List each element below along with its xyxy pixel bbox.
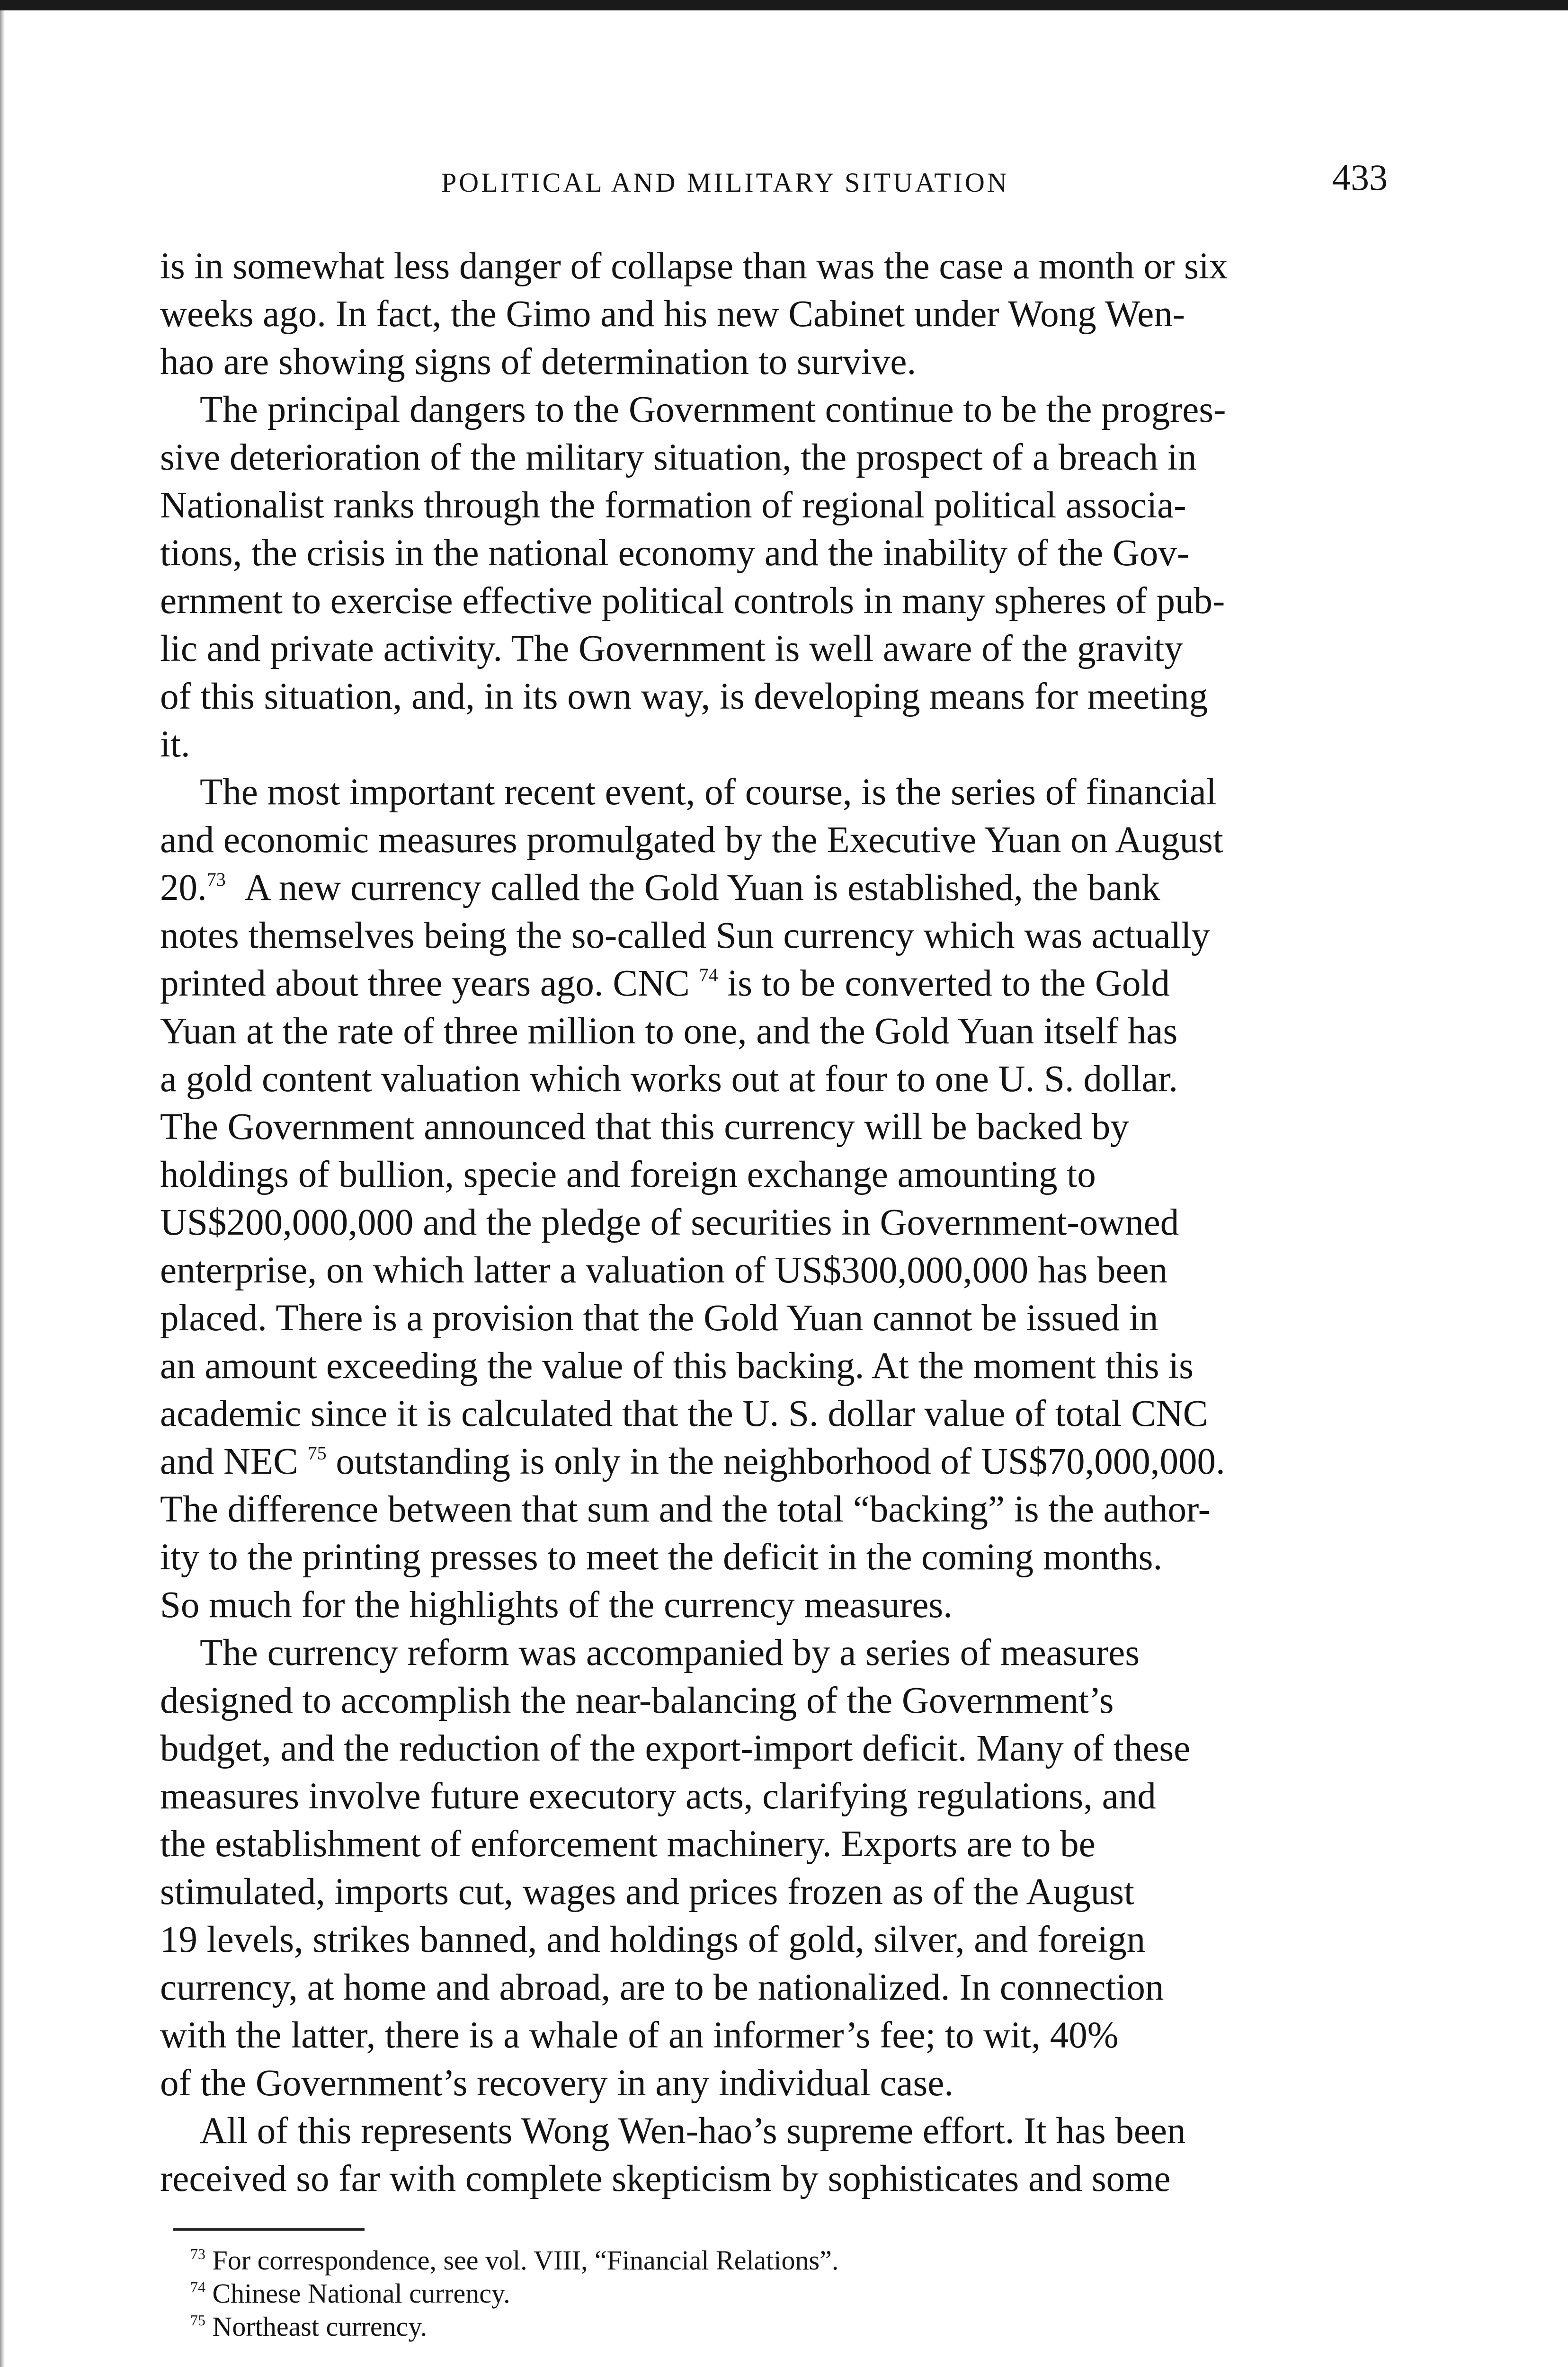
line-text: outstanding is only in the neighborhood of US$70,000,000.: [336, 1441, 1225, 1482]
text-line: is in somewhat less danger of collapse than was the case a month or six: [160, 246, 1228, 287]
footnote-ref-73: 73: [206, 869, 226, 890]
footnote-ref-75: 75: [307, 1442, 327, 1464]
paragraph-start-line: The most important recent event, of course, is the series of financial: [200, 772, 1217, 813]
text-line: and economic measures promulgated by the Executive Yuan on August: [160, 819, 1223, 861]
text-line: it.: [160, 724, 190, 765]
text-line: US$200,000,000 and the pledge of securities in Government-owned: [160, 1202, 1179, 1243]
line-text: and NEC: [160, 1441, 298, 1482]
body-text: [160, 242, 1410, 2203]
text-line: Nationalist ranks through the formation of regional political associa-: [160, 485, 1186, 526]
line-text: printed about three years ago. CNC: [160, 963, 690, 1004]
footnote-ref-74: 74: [699, 964, 718, 986]
text-line: Yuan at the rate of three million to one, and the Gold Yuan itself has: [160, 1011, 1178, 1052]
text-line: with the latter, there is a whale of an informer’s fee; to wit, 40%: [160, 2015, 1119, 2056]
running-head: POLITICAL AND MILITARY SITUATION: [441, 167, 1009, 198]
page-number: 433: [1332, 157, 1388, 198]
text-line: stimulated, imports cut, wages and prices frozen as of the August: [160, 1871, 1134, 1913]
text-line: academic since it is calculated that the U. S. dollar value of total CNC: [160, 1393, 1208, 1434]
footnote-divider: [173, 2228, 365, 2231]
text-line: received so far with complete skepticism by sophisticates and some: [160, 2158, 1171, 2199]
text-line: The difference between that sum and the total “backing” is the author-: [160, 1489, 1211, 1530]
text-line: ity to the printing presses to meet the deficit in the coming months.: [160, 1537, 1163, 1578]
text-line: a gold content valuation which works out at four to one U. S. dollar.: [160, 1059, 1178, 1100]
paragraph-start-line: The principal dangers to the Government continue to be the progres-: [200, 389, 1226, 430]
text-line: The Government announced that this currency will be backed by: [160, 1106, 1129, 1148]
text-line: weeks ago. In fact, the Gimo and his new Cabinet under Wong Wen-: [160, 294, 1185, 335]
text-line: of this situation, and, in its own way, is developing means for meeting: [160, 676, 1208, 717]
paragraph-start-line: All of this represents Wong Wen-hao’s supreme effort. It has been: [200, 2110, 1186, 2152]
scan-top-edge: [0, 0, 1568, 10]
paragraph-start-line: The currency reform was accompanied by a series of measures: [200, 1632, 1140, 1673]
footnote-74: [190, 2277, 838, 2310]
text-line: So much for the highlights of the currency measures.: [160, 1584, 953, 1626]
text-line: an amount exceeding the value of this backing. At the moment this is: [160, 1345, 1194, 1387]
line-text: A new currency called the Gold Yuan is established, the bank: [244, 867, 1160, 908]
footnote-mark: 73: [190, 2245, 205, 2262]
text-line: ernment to exercise effective political controls in many spheres of pub-: [160, 580, 1225, 622]
text-line: holdings of bullion, specie and foreign exchange amounting to: [160, 1154, 1096, 1195]
footnote-text: Northeast currency.: [212, 2311, 428, 2342]
text-line: measures involve future executory acts, clarifying regulations, and: [160, 1776, 1156, 1817]
footnotes: [190, 2244, 838, 2343]
text-line: lic and private activity. The Government is well aware of the gravity: [160, 628, 1183, 669]
footnote-text: Chinese National currency.: [212, 2278, 510, 2309]
text-line: of the Government’s recovery in any individual case.: [160, 2063, 954, 2104]
line-text: [226, 867, 245, 908]
footnote-mark: 74: [190, 2278, 205, 2296]
text-line: [160, 960, 1410, 1007]
footnote-text: For correspondence, see vol. VIII, “Financial Relations”.: [212, 2245, 839, 2276]
text-line: notes themselves being the so-called Sun currency which was actually: [160, 915, 1210, 956]
text-line: tions, the crisis in the national economy and the inability of the Gov-: [160, 533, 1190, 574]
line-text: is to be converted to the Gold: [727, 963, 1170, 1004]
text-line: [160, 1438, 1410, 1486]
footnote-mark: 75: [190, 2312, 205, 2329]
text-line: [160, 864, 1410, 912]
text-line: budget, and the reduction of the export-import deficit. Many of these: [160, 1728, 1191, 1769]
text-line: designed to accomplish the near-balancing of the Government’s: [160, 1680, 1114, 1721]
text-line: sive deterioration of the military situation, the prospect of a breach in: [160, 437, 1197, 478]
text-line: hao are showing signs of determination to survive.: [160, 341, 917, 383]
text-line: 19 levels, strikes banned, and holdings of gold, silver, and foreign: [160, 1919, 1146, 1960]
scan-binding-shadow: [0, 10, 5, 2367]
footnote-73: [190, 2244, 838, 2277]
text-line: enterprise, on which latter a valuation of US$300,000,000 has been: [160, 1250, 1168, 1291]
footnote-75: [190, 2310, 838, 2343]
text-line: placed. There is a provision that the Gold Yuan cannot be issued in: [160, 1298, 1158, 1339]
text-line: currency, at home and abroad, are to be nationalized. In connection: [160, 1967, 1164, 2008]
date-fragment: 20.: [160, 867, 207, 908]
text-line: the establishment of enforcement machinery. Exports are to be: [160, 1824, 1096, 1865]
